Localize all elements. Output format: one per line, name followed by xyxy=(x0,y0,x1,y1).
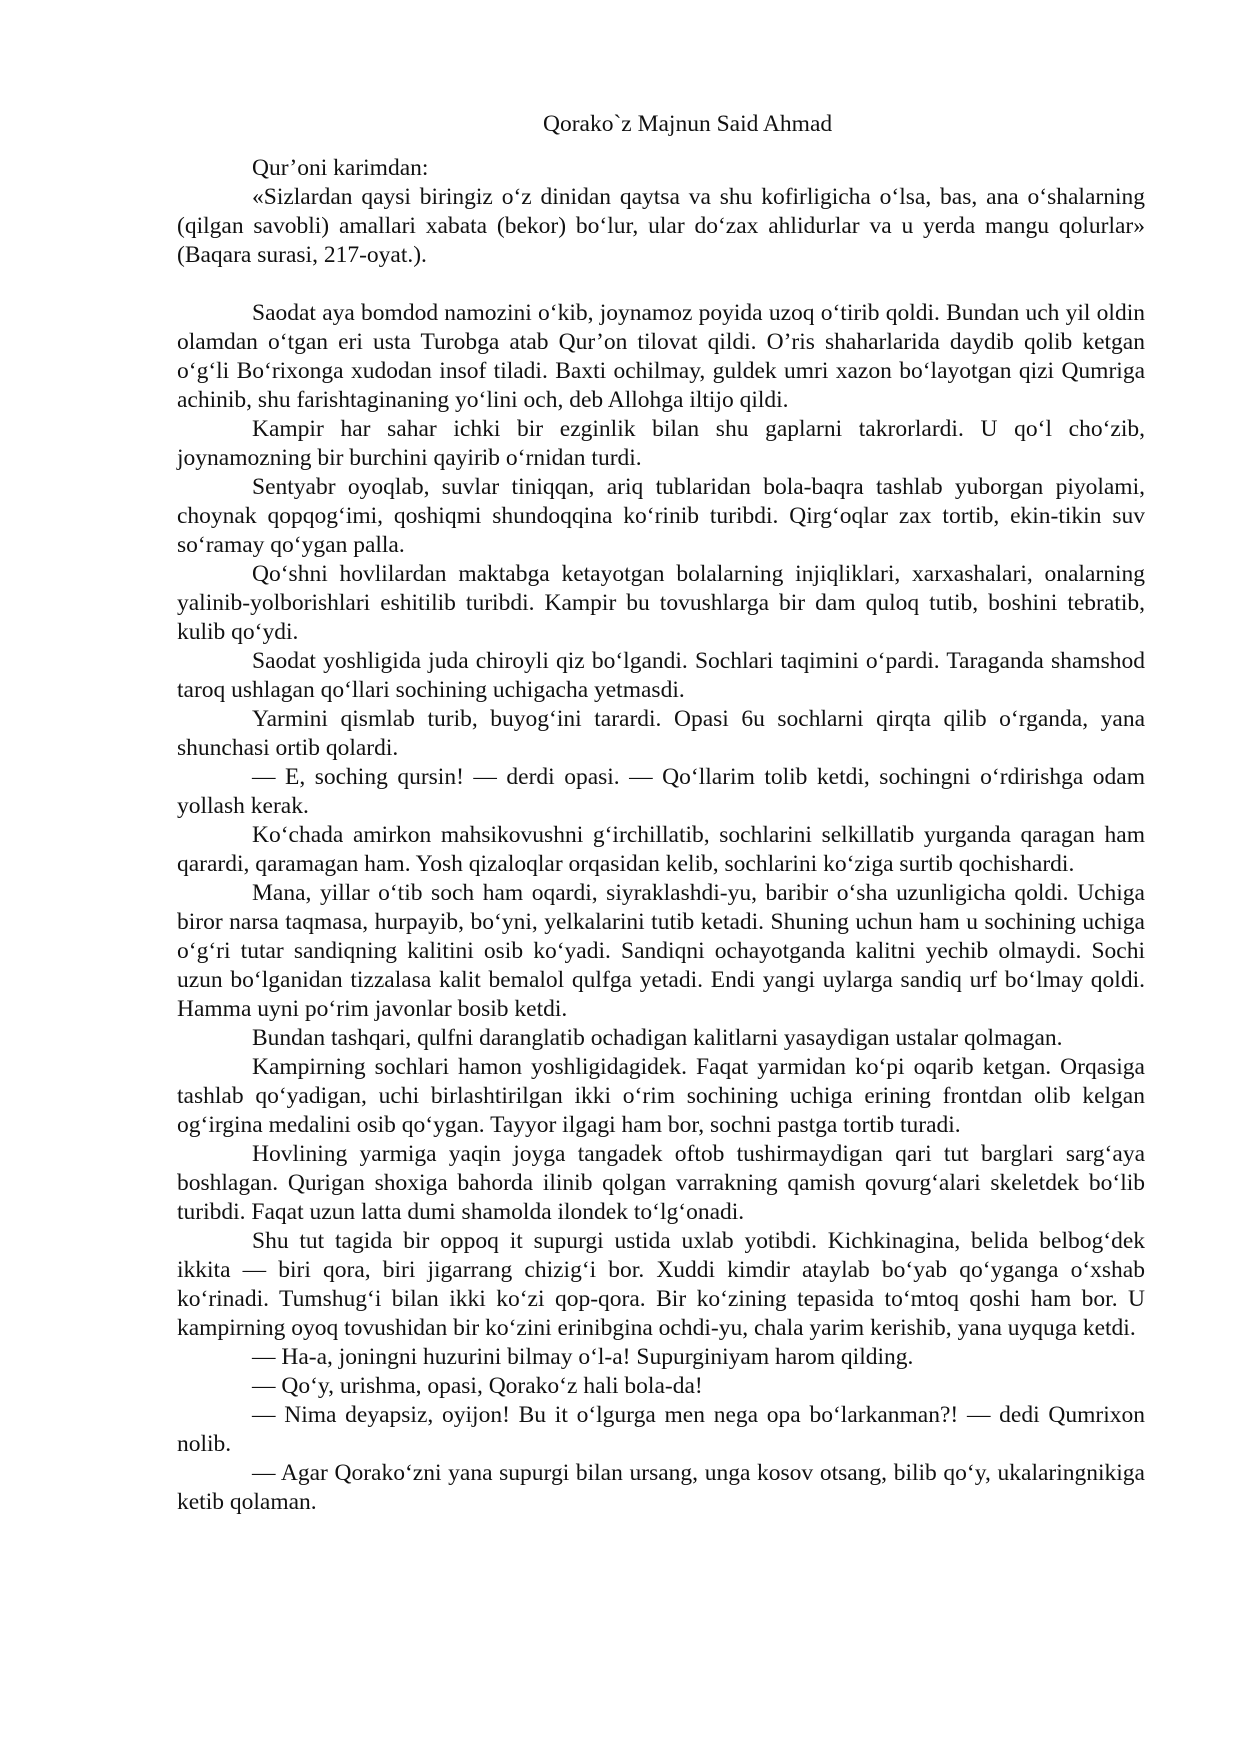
dialogue-paragraph: — Nima deyapsiz, oyijon! Bu it o‘lgurga men nega opa bo‘larkanman?! — dedi Qumrixon nolib. xyxy=(177,1402,1145,1457)
dialogue-paragraph: — E, soching qursin! — derdi opasi. — Qo‘llarim tolib ketdi, sochingni o‘rdirishga odam yollash kerak. xyxy=(177,764,1145,819)
paragraph: Kampirning sochlari hamon yoshligidagidek. Faqat yarmidan ko‘pi oqarib ketgan. Orqasiga tashlab qo‘yadigan, uchi birlashtirilgan ikki o‘rim sochining uchiga erining frontdan olib kelgan og‘irgina medalini osib qo‘ygan. Tayyor ilgagi ham bor, sochni pastga tortib turadi. xyxy=(177,1054,1145,1138)
paragraph: Kampir har sahar ichki bir ezginlik bilan shu gaplarni takrorlardi. U qo‘l cho‘zib, joynamozning bir burchini qayirib o‘rnidan turdi. xyxy=(177,416,1145,471)
paragraph: Qo‘shni hovlilardan maktabga ketayotgan bolalarning injiqliklari, xarxashalari, onalarning yalinib-yolborishlari eshitilib turibdi. Kampir bu tovushlarga bir dam quloq tutib, boshini tebratib, kulib qo‘ydi. xyxy=(177,561,1145,645)
epigraph-quote: «Sizlardan qaysi biringiz o‘z dinidan qaytsa va shu kofirligicha o‘lsa, bas, ana o‘shalarning (qilgan savobli) amallari xabata (bekor) bo‘lur, ular do‘zax ahlidurlar va u yerda mangu qolurlar» (Baqara surasi, 217-oyat.). xyxy=(177,184,1145,268)
document-title: Qorako`z Majnun Said Ahmad xyxy=(543,111,833,137)
paragraph: Shu tut tagida bir oppoq it supurgi ustida uxlab yotibdi. Kichkinagina, belida belbog‘dek ikkita — biri qora, biri jigarrang chizig‘i bor. Xuddi kimdir ataylab bo‘yab qo‘yganga o‘xshab ko‘rinadi. Tumshug‘i bilan ikki ko‘zi qop-qora. Bir ko‘zining tepasida to‘mtoq qoshi ham bor. U kampirning oyoq tovushidan bir ko‘zini erinibgina ochdi-yu, chala yarim kerishib, yana uyquga ketdi. xyxy=(177,1228,1145,1341)
document-body xyxy=(177,110,1145,1517)
paragraph: Bundan tashqari, qulfni daranglatib ochadigan kalitlarni yasaydigan ustalar qolmagan. xyxy=(252,1025,1063,1051)
paragraph: Sentyabr oyoqlab, suvlar tiniqqan, ariq tublaridan bola-baqra tashlab yuborgan piyolami, choynak qopqog‘imi, qoshiqmi shundoqqina ko‘rinib turibdi. Qirg‘oqlar zax tortib, ekin-tikin suv so‘ramay qo‘ygan palla. xyxy=(177,474,1145,558)
dialogue-paragraph: — Agar Qorako‘zni yana supurgi bilan ursang, unga kosov otsang, bilib qo‘y, ukalaringnikiga ketib qolaman. xyxy=(177,1460,1145,1515)
paragraph: Ko‘chada amirkon mahsikovushni g‘irchillatib, sochlarini selkillatib yurganda qaragan ham qarardi, qaramagan ham. Yosh qizaloqlar orqasidan kelib, sochlarini ko‘ziga surtib qochishardi. xyxy=(177,822,1145,877)
paragraph: Saodat aya bomdod namozini o‘kib, joynamoz poyida uzoq o‘tirib qoldi. Bundan uch yil oldin olamdan o‘tgan eri usta Turobga atab Qur’on tilovat qildi. O’ris shaharlarida daydib qolib ketgan o‘g‘li Bo‘rixonga xudodan insof tiladi. Baxti ochilmay, guldek umri xazon bo‘layotgan qizi Qumriga achinib, shu farishtaginaning yo‘lini och, deb Allohga iltijo qildi. xyxy=(177,300,1145,413)
paragraph: Hovlining yarmiga yaqin joyga tangadek oftob tushirmaydigan qari tut barglari sarg‘aya boshlagan. Qurigan shoxiga bahorda ilinib qolgan varrakning qamish qovurg‘alari skeletdek bo‘lib turibdi. Faqat uzun latta dumi shamolda ilondek to‘lg‘onadi. xyxy=(177,1141,1145,1225)
paragraph: Yarmini qismlab turib, buyog‘ini tarardi. Opasi 6u sochlarni qirqta qilib o‘rganda, yana shunchasi ortib qolardi. xyxy=(177,706,1145,761)
paragraph: Mana, yillar o‘tib soch ham oqardi, siyraklashdi-yu, baribir o‘sha uzunligicha qoldi. Uchiga biror narsa taqmasa, hurpayib, bo‘yni, yelkalarini tutib ketadi. Shuning uchun ham u sochining uchiga o‘g‘ri tutar sandiqning kalitini osib ko‘yadi. Sandiqni ochayotganda kalitni yechib olmaydi. Sochi uzun bo‘lganidan tizzalasa kalit bemalol qulfga yetadi. Endi yangi uylarga sandiq urf bo‘lmay qoldi. Hamma uyni po‘rim javonlar bosib ketdi. xyxy=(177,880,1145,1022)
paragraph-spacer xyxy=(177,270,1145,299)
dialogue-paragraph: — Qo‘y, urishma, opasi, Qorako‘z hali bola-da! xyxy=(252,1373,703,1399)
paragraph: Saodat yoshligida juda chiroyli qiz bo‘lgandi. Sochlari taqimini o‘pardi. Taraganda shamshod taroq ushlagan qo‘llari sochining uchigacha yetmasdi. xyxy=(177,648,1145,703)
dialogue-paragraph: — Ha-a, joningni huzurini bilmay o‘l-a! Supurginiyam harom qilding. xyxy=(252,1344,914,1370)
epigraph-label: Qur’oni karimdan: xyxy=(252,155,429,181)
